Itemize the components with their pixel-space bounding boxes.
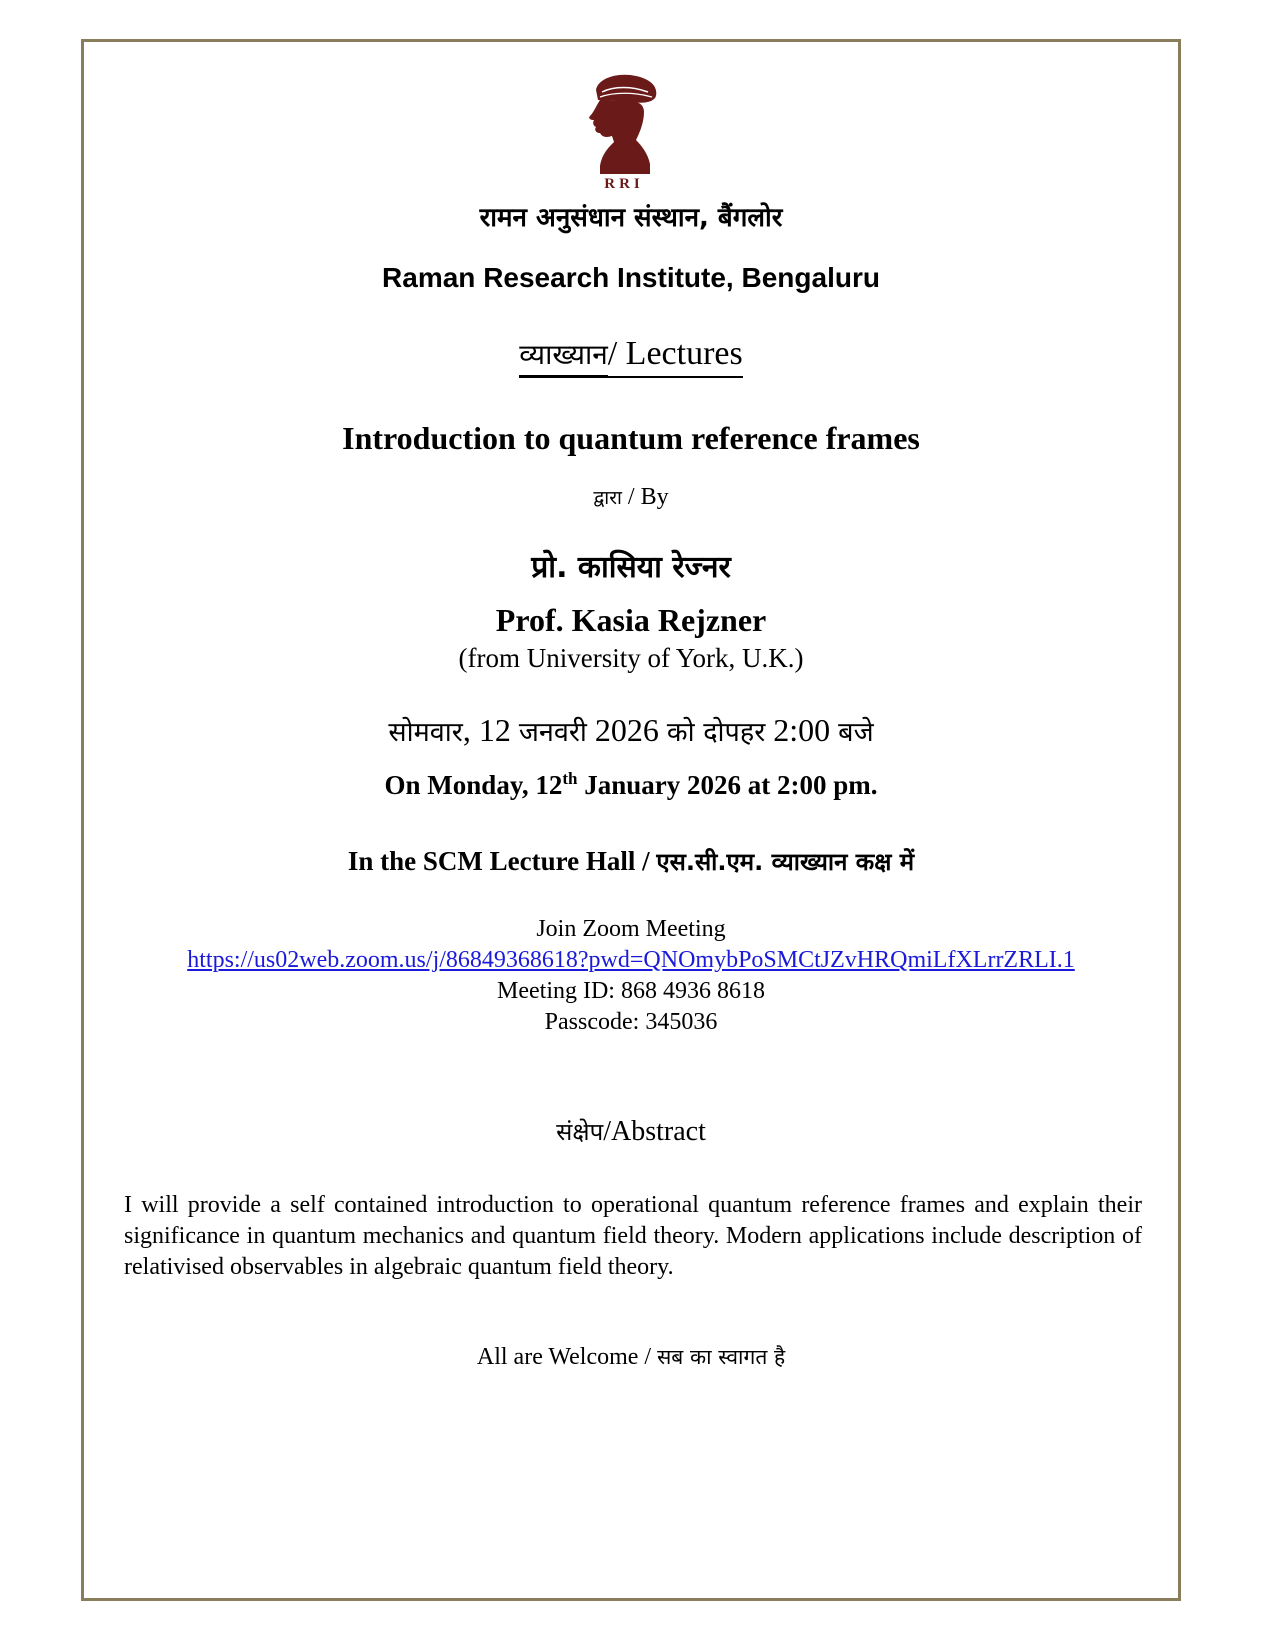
lectures-english: / Lectures <box>607 335 743 372</box>
abstract-heading-english: /Abstract <box>603 1116 706 1147</box>
lectures-heading <box>81 335 1181 373</box>
rri-logo <box>578 70 670 192</box>
abstract-heading-hindi: संक्षेप <box>556 1118 604 1146</box>
venue-english: In the SCM Lecture Hall / <box>347 846 657 876</box>
speaker-name-english: Prof. Kasia Rejzner <box>495 602 767 638</box>
date-english <box>81 770 1181 801</box>
institute-name-hindi: रामन अनुसंधान संस्थान, बैंगलोर <box>479 203 783 233</box>
speaker-name-hindi: प्रो. कासिया रेज्नर <box>531 550 731 585</box>
by-english: / By <box>621 484 669 510</box>
date-hindi-oclock: बजे <box>838 717 874 748</box>
date-english-prefix: On Monday, 12 <box>384 770 563 800</box>
date-hindi-time: 2:00 <box>765 712 839 748</box>
venue-hindi: एस.सी.एम. व्याख्यान कक्ष में <box>656 848 915 876</box>
date-english-rest: January 2026 at 2:00 pm. <box>577 770 878 800</box>
welcome-hindi: सब का स्वागत है <box>657 1345 786 1369</box>
welcome-line <box>81 1343 1181 1371</box>
venue <box>81 845 1181 878</box>
date-hindi-day: सोमवार <box>388 717 463 748</box>
talk-title: Introduction to quantum reference frames <box>342 420 920 456</box>
by-line <box>81 484 1181 511</box>
lectures-hindi: व्याख्यान <box>519 338 607 377</box>
abstract-body: I will provide a self contained introduction to operational quantum reference frames and explain their significance in quantum mechanics and quantum field theory. Modern applications include description of relativised observables in algebraic quantum field theory. <box>124 1192 1142 1280</box>
logo-text: RRI <box>604 176 644 192</box>
zoom-join-label: Join Zoom Meeting <box>536 916 726 942</box>
speaker-affiliation: (from University of York, U.K.) <box>458 643 804 673</box>
abstract-heading <box>81 1115 1181 1148</box>
date-english-ordinal: th <box>562 769 578 788</box>
zoom-passcode: Passcode: 345036 <box>544 1009 718 1035</box>
zoom-meeting-link[interactable]: https://us02web.zoom.us/j/86849368618?pwd=QNOmybPoSMCtJZvHRQmiLfXLrrZRLI.1 <box>187 947 1075 973</box>
institute-name-english: Raman Research Institute, Bengaluru <box>382 262 880 293</box>
date-hindi-year: 2026 <box>586 712 667 748</box>
date-hindi-afternoon: को दोपहर <box>666 717 766 748</box>
zoom-meeting-id: Meeting ID: 868 4936 8618 <box>497 978 765 1004</box>
date-hindi <box>81 712 1181 749</box>
welcome-english: All are Welcome / <box>476 1344 658 1370</box>
date-hindi-month: जनवरी <box>518 717 587 748</box>
by-hindi: द्वारा <box>593 487 622 509</box>
date-hindi-num: , 12 <box>462 712 519 748</box>
